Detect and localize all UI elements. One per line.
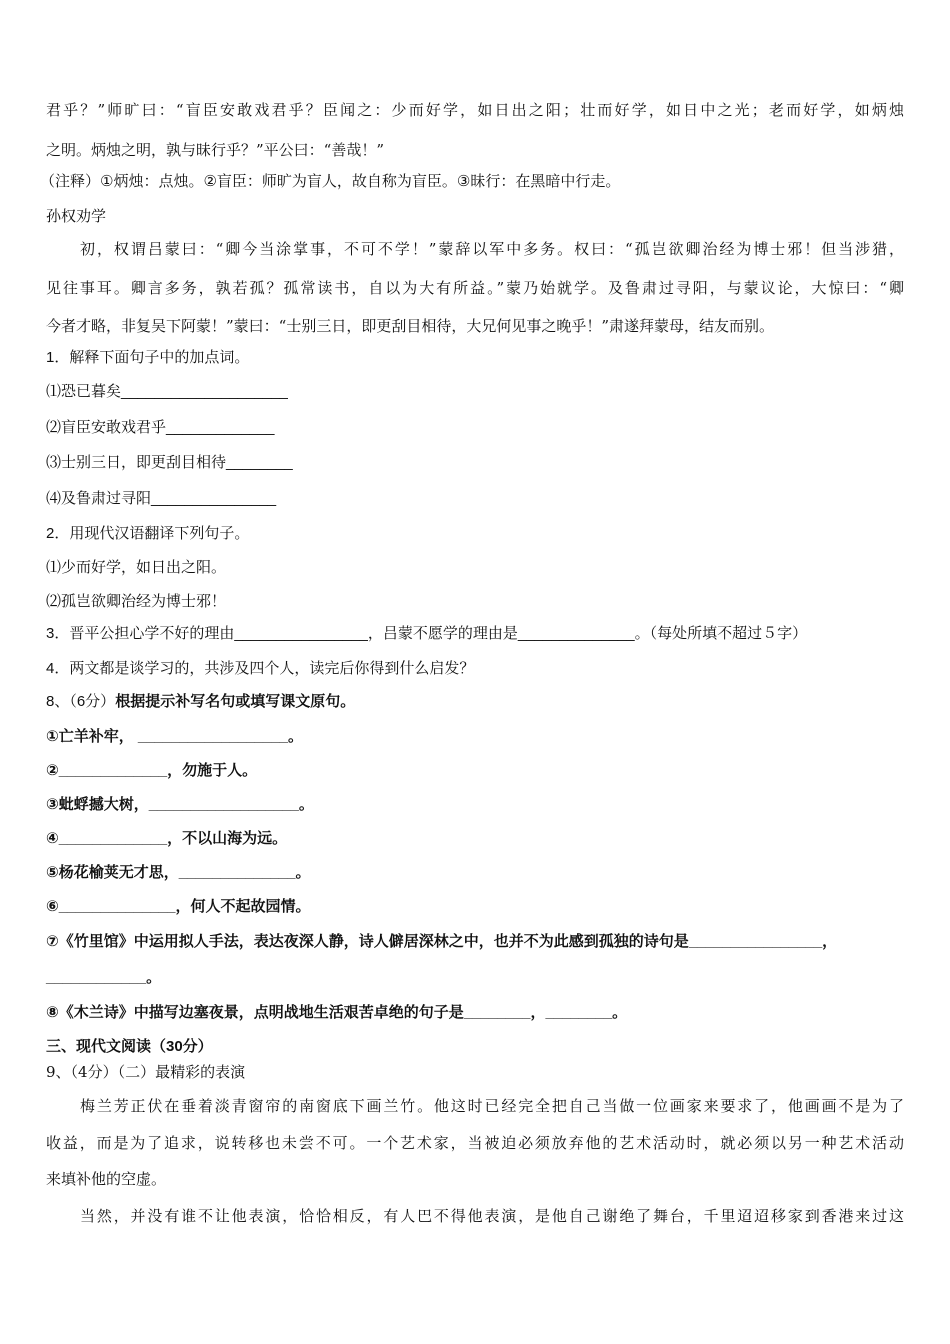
question-1-1: ⑴恐已暮矣____________________: [46, 383, 288, 400]
question-3: 3．晋平公担心学不好的理由________________，吕蒙不愿学的理由是______________。（每处所填不超过５字）: [46, 625, 808, 642]
reading-para1-line2: 收益，而是为了追求，说转移也未尝不可。一个艺术家，当被迫必须放弃他的艺术活动时，就必须以另一种艺术活动: [46, 1134, 904, 1152]
reading-para1-line3: 来填补他的空虚。: [46, 1170, 167, 1188]
fill-item-7-line2: ____________。: [46, 969, 162, 986]
section3-header: 三、现代文阅读（30分）: [46, 1038, 213, 1055]
fill-item-4: ④_____________，不以山海为远。: [46, 830, 288, 847]
reading-para1-line1: 梅兰芳正伏在垂着淡青窗帘的南窗底下画兰竹。他这时已经完全把自己当做一位画家来要求了，他画画不是为了: [80, 1097, 904, 1115]
passage2-title: 孙权劝学: [46, 207, 107, 225]
question-9: 9、（4分）（二）最精彩的表演: [46, 1063, 246, 1081]
fill-item-2: ②_____________，勿施于人。: [46, 762, 258, 779]
section8-number: 8、（6分）: [46, 693, 116, 710]
question-1: 1．解释下面句子中的加点词。: [46, 349, 250, 366]
fill-item-7-line1: ⑦《竹里馆》中运用拟人手法，表达夜深人静，诗人僻居深林之中，也并不为此感到孤独的诗句是________________，: [46, 933, 838, 950]
question-1-2: ⑵盲臣安敢戏君乎_____________: [46, 419, 275, 436]
fill-item-6: ⑥______________，何人不起故园情。: [46, 898, 311, 915]
passage1-line1: 君乎？”师旷曰：“盲臣安敢戏君乎？臣闻之：少而好学，如日出之阳；壮而好学，如日中之光；老而好学，如炳烛: [46, 101, 904, 119]
fill-item-8: ⑧《木兰诗》中描写边塞夜景，点明战地生活艰苦卓绝的句子是________，________。: [46, 1004, 628, 1021]
question-2: 2．用现代汉语翻译下列句子。: [46, 525, 250, 542]
fill-item-1: ①亡羊补牢， __________________。: [46, 728, 304, 745]
passage2-line3: 今者才略，非复吴下阿蒙！”蒙曰：“士别三日，即更刮目相待，大兄何见事之晚乎！”肃遂拜蒙母，结友而别。: [46, 317, 775, 335]
passage1-line2: 之明。炳烛之明，孰与昧行乎？”平公曰：“善哉！”: [46, 141, 385, 159]
question-1-4: ⑷及鲁肃过寻阳_______________: [46, 490, 277, 507]
passage1-notes: （注释）①炳烛：点烛。②盲臣：师旷为盲人，故自称为盲臣。③昧行：在黑暗中行走。: [40, 173, 621, 190]
section8-header: [46, 692, 355, 712]
reading-para2-line1: 当然，并没有谁不让他表演，恰恰相反，有人巴不得他表演，是他自己谢绝了舞台，千里迢迢移家到香港来过这: [80, 1207, 904, 1225]
fill-item-5: ⑤杨花榆荚无才思，______________。: [46, 864, 311, 881]
question-1-3: ⑶士别三日，即更刮目相待________: [46, 454, 293, 471]
question-2-2: ⑵孤岂欲卿治经为博士邪！: [46, 593, 227, 610]
question-2-1: ⑴少而好学，如日出之阳。: [46, 559, 227, 576]
passage2-line1: 初，权谓吕蒙曰：“卿今当涂掌事，不可不学！”蒙辞以军中多务。权曰：“孤岂欲卿治经为博士邪！但当涉猎，: [80, 240, 904, 258]
question-4: 4．两文都是谈学习的，共涉及四个人，读完后你得到什么启发？: [46, 660, 475, 677]
fill-item-3: ③蚍蜉撼大树，__________________。: [46, 796, 314, 813]
passage2-line2: 见往事耳。卿言多务，孰若孤？孤常读书，自以为大有所益。”蒙乃始就学。及鲁肃过寻阳，与蒙议论，大惊曰：“卿: [46, 279, 904, 297]
section8-title: 根据提示补写名句或填写课文原句。: [115, 693, 356, 710]
